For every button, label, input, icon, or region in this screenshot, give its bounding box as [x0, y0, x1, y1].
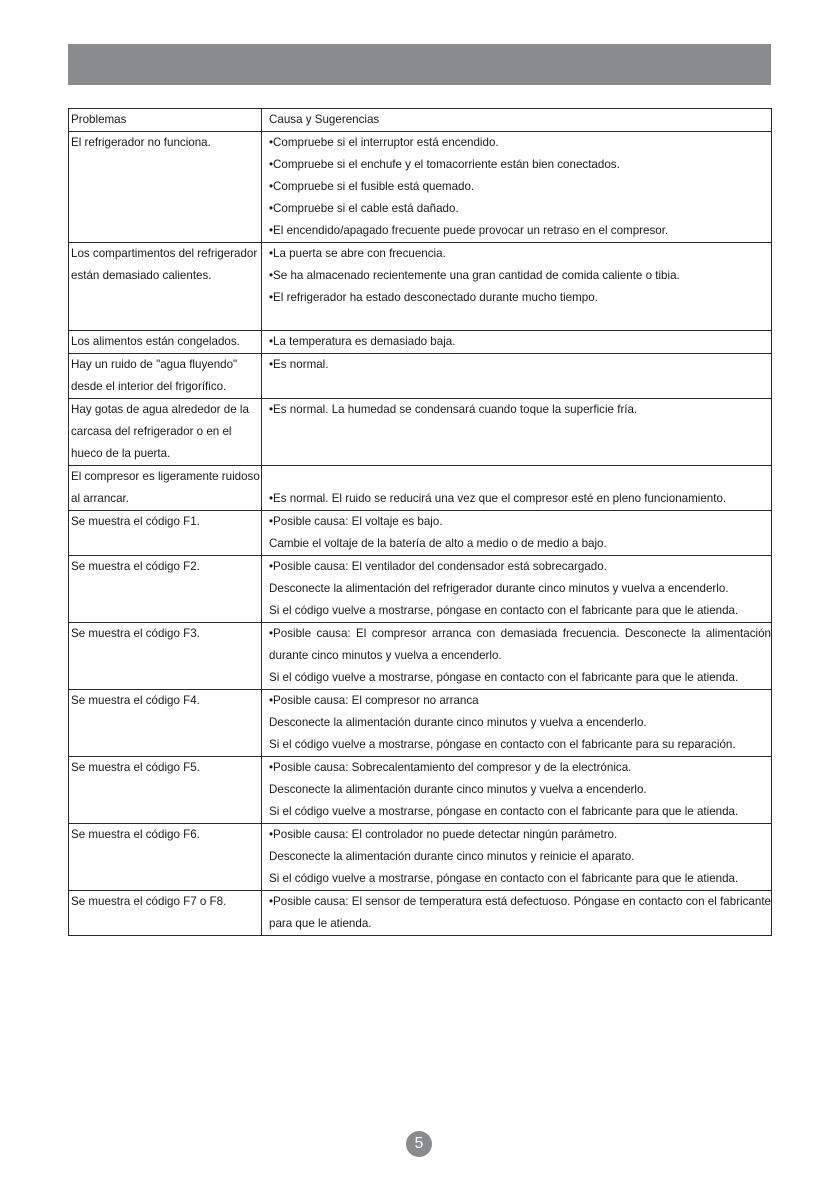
table-row [69, 331, 772, 354]
problem-cell: Se muestra el código F7 o F8. [69, 891, 262, 936]
cause-line: Desconecte la alimentación durante cinco minutos y vuelva a encenderlo. [269, 783, 647, 796]
cause-line: Si el código vuelve a mostrarse, póngase en contacto con el fabricante para su reparación. [269, 738, 736, 751]
cause-line: •Posible causa: El compresor no arranca [269, 694, 479, 707]
cause-line: •El encendido/apagado frecuente puede provocar un retraso en el compresor. [269, 224, 669, 237]
header-causes: Causa y Sugerencias [262, 109, 772, 132]
problem-cell: Hay un ruido de "agua fluyendo" desde el interior del frigorífico. [69, 354, 262, 399]
cause-line: •Se ha almacenado recientemente una gran cantidad de comida caliente o tibia. [269, 269, 680, 282]
cause-cell [262, 623, 772, 690]
cause-cell [262, 466, 772, 511]
table-row [69, 891, 772, 936]
problem-cell: Se muestra el código F1. [69, 511, 262, 556]
cause-line: •Posible causa: El controlador no puede detectar ningún parámetro. [269, 828, 618, 841]
cause-line: •Compruebe si el fusible está quemado. [269, 180, 475, 193]
cause-line: Si el código vuelve a mostrarse, póngase en contacto con el fabricante para que le atienda. [269, 671, 739, 684]
cause-line: Cambie el voltaje de la batería de alto a medio o de medio a bajo. [269, 537, 607, 550]
troubleshooting-table [68, 108, 772, 936]
cause-line: •Es normal. El ruido se reducirá una vez que el compresor esté en pleno funcionamiento. [269, 492, 727, 505]
cause-line: •La puerta se abre con frecuencia. [269, 247, 446, 260]
cause-cell [262, 511, 772, 556]
cause-line: Desconecte la alimentación durante cinco minutos y reinicie el aparato. [269, 850, 635, 863]
cause-cell [262, 243, 772, 331]
problem-cell: Los compartimentos del refrigerador están demasiado calientes. [69, 243, 262, 331]
header-problems: Problemas [69, 109, 262, 132]
cause-line: •Posible causa: El sensor de temperatura está defectuoso. Póngase en contacto con el fabricante para que le atienda. [269, 895, 771, 930]
cause-line: Desconecte la alimentación durante cinco minutos y vuelva a encenderlo. [269, 716, 647, 729]
table-row [69, 243, 772, 331]
table-row [69, 354, 772, 399]
cause-cell [262, 354, 772, 399]
problem-cell: Se muestra el código F2. [69, 556, 262, 623]
cause-line: •Posible causa: El ventilador del condensador está sobrecargado. [269, 560, 607, 573]
table-header-row [69, 109, 772, 132]
problem-cell: Hay gotas de agua alrededor de la carcasa del refrigerador o en el hueco de la puerta. [69, 399, 262, 466]
cause-cell [262, 757, 772, 824]
problem-cell: Se muestra el código F3. [69, 623, 262, 690]
cause-line: •Compruebe si el enchufe y el tomacorriente están bien conectados. [269, 158, 620, 171]
cause-line: •Posible causa: El compresor arranca con demasiada frecuencia. Desconecte la alimentación durante cinco minutos y vuelva a encenderlo. [269, 627, 771, 662]
cause-cell [262, 690, 772, 757]
cause-line: Si el código vuelve a mostrarse, póngase en contacto con el fabricante para que le atienda. [269, 805, 739, 818]
cause-line: •Es normal. La humedad se condensará cuando toque la superficie fría. [269, 403, 638, 416]
cause-line: Desconecte la alimentación del refrigerador durante cinco minutos y vuelva a encenderlo. [269, 582, 729, 595]
table-row [69, 132, 772, 243]
cause-line: Si el código vuelve a mostrarse, póngase en contacto con el fabricante para que le atienda. [269, 604, 739, 617]
table-row [69, 556, 772, 623]
table-row [69, 757, 772, 824]
cause-line: •Compruebe si el cable está dañado. [269, 202, 459, 215]
cause-line: •Posible causa: El voltaje es bajo. [269, 515, 443, 528]
cause-line: •Es normal. [269, 358, 329, 371]
table-row [69, 511, 772, 556]
cause-line: •El refrigerador ha estado desconectado durante mucho tiempo. [269, 291, 598, 304]
table-row [69, 690, 772, 757]
table-row [69, 399, 772, 466]
cause-cell [262, 824, 772, 891]
cause-line: •La temperatura es demasiado baja. [269, 335, 456, 348]
cause-cell [262, 331, 772, 354]
problem-cell: Los alimentos están congelados. [69, 331, 262, 354]
cause-cell [262, 399, 772, 466]
problem-cell: Se muestra el código F5. [69, 757, 262, 824]
table-row [69, 623, 772, 690]
cause-cell [262, 556, 772, 623]
table-row [69, 824, 772, 891]
table-row [69, 466, 772, 511]
problem-cell: Se muestra el código F6. [69, 824, 262, 891]
cause-line: •Compruebe si el interruptor está encendido. [269, 136, 499, 149]
problem-cell: El compresor es ligeramente ruidoso al arrancar. [69, 466, 262, 511]
cause-cell [262, 891, 772, 936]
cause-line: •Posible causa: Sobrecalentamiento del compresor y de la electrónica. [269, 761, 632, 774]
problem-cell: El refrigerador no funciona. [69, 132, 262, 243]
section-header-bar [68, 44, 771, 85]
page-number-badge: 5 [406, 1131, 432, 1157]
cause-line: Si el código vuelve a mostrarse, póngase en contacto con el fabricante para que le atienda. [269, 872, 739, 885]
cause-cell [262, 132, 772, 243]
problem-cell: Se muestra el código F4. [69, 690, 262, 757]
